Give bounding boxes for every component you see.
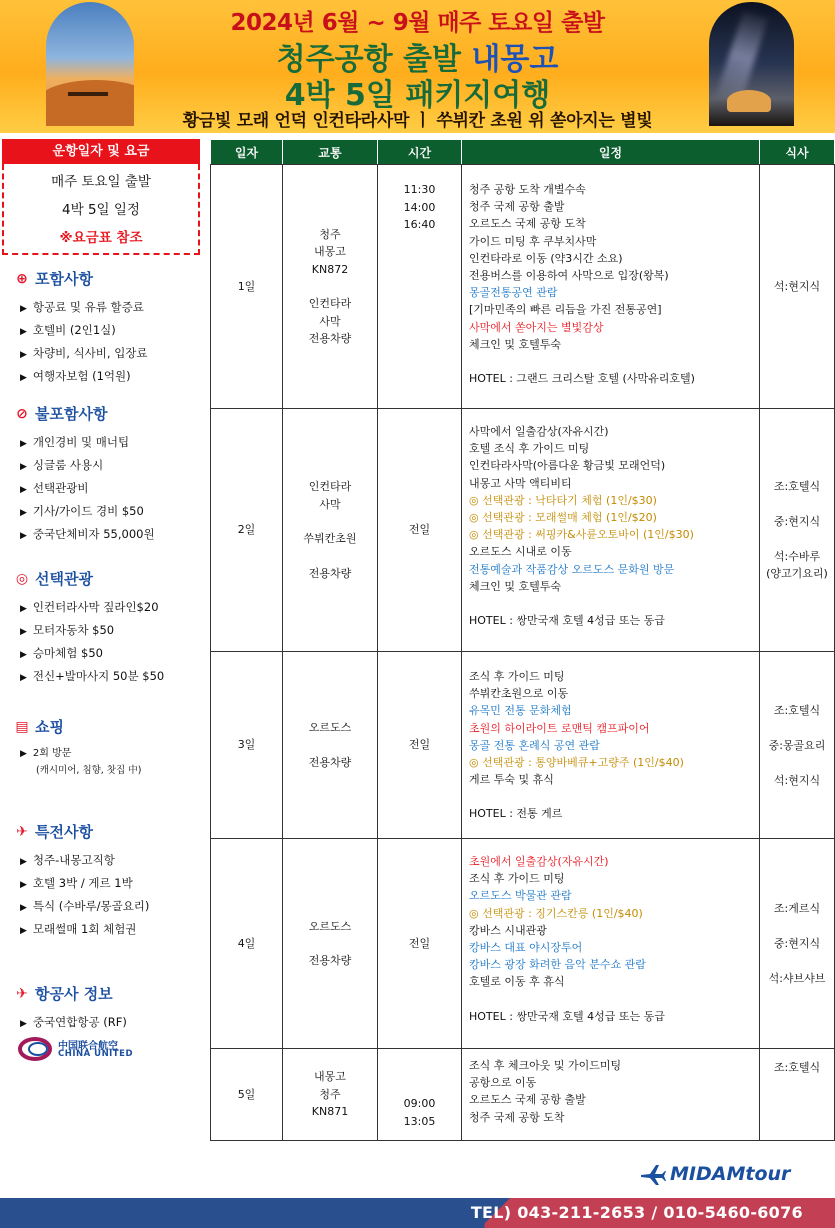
schedule-line: HOTEL : 쌍만국재 호텔 4성급 또는 동급 [469, 614, 665, 628]
list-item: ▶ 모터자동차 $50 [14, 620, 204, 643]
schedule-line: 사막에서 쏟아지는 별빛감상 [469, 320, 604, 334]
schedule-line: 초원에서 일출감상(자유시간) [469, 855, 609, 868]
table-row [211, 409, 835, 652]
excluded-title: 불포함사항 [35, 405, 108, 423]
schedule-line: 쑤뷔칸초원으로 이동 [469, 687, 569, 701]
shopping-note: (캐시미어, 침향, 찻집 中) [36, 765, 142, 776]
list-item: ▶ 승마체험 $50 [14, 643, 204, 666]
plus-circle-icon: ⊕ [16, 270, 28, 287]
airplane-icon [640, 1163, 666, 1185]
optional-tour-section [14, 568, 204, 689]
column-header: 일정 [462, 140, 760, 165]
banner-duration-line: 4박 5일 패키지여행 [284, 78, 551, 113]
airline-section [14, 983, 204, 1035]
transport-cell [283, 1049, 378, 1141]
time-line: 09:00 [403, 1097, 436, 1110]
china-united-logo [18, 1036, 148, 1062]
schedule-line: ◎ 선택관광 : 징기스칸릉 (1인/$40) [469, 906, 643, 920]
list-item: ▶ 특식 (수바루/몽골요리) [14, 896, 204, 919]
schedule-box-line2: 4박 5일 일정 [62, 202, 140, 218]
table-row [211, 165, 835, 409]
logo-english-text: CHINA UNITED [58, 1049, 134, 1059]
list-item: ▶ 항공료 및 유류 할증료 [14, 297, 204, 320]
transport-line [283, 737, 377, 754]
list-item: ▶ 호텔 3박 / 게르 1박 [14, 873, 204, 896]
list-item: ▶ 중국연합항공 (RF) [14, 1012, 204, 1035]
included-section [14, 268, 204, 389]
time-line: 16:40 [403, 218, 436, 231]
target-icon: ◎ [15, 570, 29, 587]
schedule-line: 캉바스 대표 야시장투어 [469, 941, 583, 955]
meal-cell [760, 409, 835, 652]
meal-line: (양고기요리) [766, 567, 828, 580]
transport-line: 청주 [319, 227, 341, 241]
schedule-line: 오르도스 시내로 이동 [469, 545, 572, 559]
banner-date-line: 2024년 6월 ~ 9월 매주 토요일 출발 [230, 10, 605, 36]
pin-icon: ✈ [16, 823, 28, 840]
schedule-line: 캉바스 광장 화려한 음악 분수쇼 관람 [469, 958, 646, 972]
meal-cell [760, 165, 835, 409]
schedule-line: ◎ 선택관광 : 통양바베큐+고량주 (1인/$40) [469, 756, 684, 770]
schedule-line: 체크인 및 호텔투숙 [469, 579, 562, 593]
contact-phone: TEL) 043-211-2653 / 010-5460-6076 [470, 1203, 803, 1222]
transport-line: 인컨타라 [308, 480, 352, 493]
list-item: ▶ 선택관광비 [14, 478, 204, 501]
schedule-line: 인컨타라사막(아름다운 황금빛 모래언덕) [469, 459, 666, 473]
transport-cell [283, 839, 378, 1049]
schedule-line: 몽골전통공연 관람 [469, 286, 558, 300]
table-row [211, 1049, 835, 1141]
schedule-line: 유목민 전통 문화체험 [469, 704, 572, 718]
table-row [211, 652, 835, 839]
transport-line: 사막 [319, 497, 341, 511]
schedule-line: 호텔로 이동 후 휴식 [469, 975, 565, 989]
transport-line [283, 548, 377, 565]
time-line: 전일 [408, 936, 431, 950]
schedule-line: ◎ 선택관광 : 모래썰매 체험 (1인/$20) [469, 511, 657, 525]
column-header: 식사 [760, 140, 835, 165]
schedule-line: [기마민족의 빠른 리듬을 가진 전통공연] [469, 303, 662, 317]
benefits-section [14, 821, 204, 942]
time-cell [378, 839, 462, 1049]
list-item: ▶ 중국단체비자 55,000원 [14, 524, 204, 547]
list-item: ▶ 기사/가이드 경비 $50 [14, 501, 204, 524]
schedule-line: 청주 공항 도착 개별수속 [469, 183, 586, 196]
optional-title: 선택관광 [35, 570, 93, 588]
transport-line [283, 513, 377, 530]
midamtour-logo [640, 1163, 790, 1185]
shopping-title: 쇼핑 [35, 718, 64, 736]
transport-line: 청주 [319, 1087, 341, 1101]
day-cell: 4일 [211, 839, 283, 1049]
schedule-line [469, 991, 759, 1008]
time-line: 13:05 [403, 1114, 436, 1128]
schedule-cell [462, 409, 760, 652]
shopping-cart-icon: ▤ [15, 718, 29, 735]
day-cell: 5일 [211, 1049, 283, 1141]
schedule-line: 내몽고 사막 액티비티 [469, 476, 572, 490]
list-item: ▶ 여행자보험 (1억원) [14, 366, 204, 389]
schedule-line: 청주 국제 공항 출발 [469, 200, 565, 214]
meal-line: 중:몽골요리 [768, 738, 826, 752]
column-header: 시간 [378, 140, 462, 165]
schedule-line: 체크인 및 호텔투숙 [469, 337, 562, 351]
schedule-line: 공항으로 이동 [469, 1076, 537, 1090]
day-cell: 1일 [211, 165, 283, 409]
time-cell [378, 652, 462, 839]
schedule-line: 캉바스 시내관광 [469, 923, 547, 937]
list-item: ▶ 개인경비 및 매너팁 [14, 432, 204, 455]
transport-line: 전용차량 [308, 755, 352, 769]
header-banner [0, 0, 835, 133]
meal-cell [760, 1049, 835, 1141]
meal-line: 조:호텔식 [773, 480, 821, 493]
transport-line: KN871 [311, 1105, 349, 1119]
meal-line: 조:게르식 [773, 902, 821, 915]
schedule-line: 게르 투숙 및 휴식 [469, 773, 554, 787]
schedule-box-line3: ※요금표 참조 [59, 230, 143, 246]
schedule-line: 오르도스 국제 공항 도착 [469, 217, 586, 231]
meal-line: 석:현지식 [773, 773, 821, 787]
schedule-cell [462, 839, 760, 1049]
transport-cell [283, 652, 378, 839]
schedule-line: 인컨타라로 이동 (약3시간 소요) [469, 251, 623, 265]
schedule-line: ◎ 선택관광 : 써핑카&사륜오토바이 (1인/$30) [469, 528, 694, 542]
meal-line: 조:호텔식 [773, 1061, 821, 1074]
table-row [211, 839, 835, 1049]
schedule-line: 청주 국제 공항 도착 [469, 1110, 565, 1124]
meal-cell [760, 839, 835, 1049]
schedule-cell [462, 652, 760, 839]
time-cell [378, 165, 462, 409]
time-line: 11:30 [403, 183, 436, 196]
schedule-line: 호텔 조식 후 가이드 미팅 [469, 442, 590, 456]
shopping-section [14, 716, 204, 779]
schedule-line: 조식 후 체크아웃 및 가이드미팅 [469, 1059, 622, 1072]
schedule-line: HOTEL : 전통 게르 [469, 807, 563, 821]
transport-line: 내몽고 [314, 245, 346, 258]
list-item: ▶ 전신+발마사지 50분 $50 [14, 666, 204, 689]
meal-line: 석:샤브샤브 [768, 972, 826, 985]
schedule-line: 조식 후 가이드 미팅 [469, 670, 565, 683]
schedule-box [2, 164, 200, 255]
excluded-section [14, 403, 204, 547]
list-item: ▶ 인컨터라사막 짚라인$20 [14, 597, 204, 620]
schedule-line [469, 595, 759, 612]
list-item: ▶ 청주-내몽고직항 [14, 850, 204, 873]
logo-chinese-text: 中国联合航空 [58, 1041, 118, 1052]
time-line: 전일 [408, 738, 431, 752]
table-header-row [211, 140, 835, 165]
time-cell [378, 409, 462, 652]
benefits-title: 특전사항 [35, 823, 93, 841]
schedule-line: ◎ 선택관광 : 낙타타기 체험 (1인/$30) [469, 493, 657, 507]
schedule-line: 몽골 전통 혼례식 공연 관람 [469, 738, 600, 752]
transport-line: 인컨타라 [308, 297, 352, 310]
schedule-line: 오르도스 국제 공항 출발 [469, 1093, 586, 1107]
schedule-box-header: 운항일자 및 요금 [2, 139, 200, 164]
schedule-cell [462, 165, 760, 409]
included-title: 포함사항 [35, 270, 93, 288]
transport-cell [283, 165, 378, 409]
transport-line: 쑤뷔칸초원 [303, 532, 357, 545]
transport-line: 사막 [319, 314, 341, 328]
schedule-line [469, 788, 759, 805]
schedule-line [469, 353, 759, 370]
transport-line: KN872 [311, 262, 349, 276]
column-header: 일자 [211, 140, 283, 165]
transport-line: 오르도스 [308, 721, 352, 734]
transport-cell [283, 409, 378, 652]
schedule-line: 오르도스 박물관 관람 [469, 889, 572, 903]
schedule-box-line1: 매주 토요일 출발 [51, 174, 151, 190]
airplane-icon: ✈ [16, 985, 28, 1002]
schedule-line: 초원의 하이라이트 로맨틱 캠프파이어 [469, 721, 650, 735]
transport-line: 전용차량 [308, 332, 352, 345]
prohibited-icon: ⊘ [16, 405, 28, 422]
time-line: 14:00 [403, 200, 436, 214]
meal-line: 중:현지식 [773, 937, 821, 950]
schedule-cell [462, 1049, 760, 1141]
day-cell: 3일 [211, 652, 283, 839]
transport-line: 전용차량 [308, 566, 352, 580]
list-item: ▶ 차량비, 식사비, 입장료 [14, 343, 204, 366]
banner-tagline: 황금빛 모래 언덕 인컨타라사막 ㅣ 쑤뷔칸 초원 위 쏟아지는 별빛 [182, 111, 653, 131]
schedule-line: 전용버스를 이용하여 사막으로 입장(왕복) [469, 269, 669, 283]
airline-title: 항공사 정보 [35, 985, 113, 1003]
schedule-line: HOTEL : 그랜드 크리스탈 호텔 (사막유리호텔) [469, 372, 695, 386]
column-header: 교통 [283, 140, 378, 165]
transport-line [283, 935, 377, 952]
transport-line: 전용차량 [308, 954, 352, 967]
meal-line: 석:현지식 [773, 280, 821, 293]
time-cell [378, 1049, 462, 1141]
meal-cell [760, 652, 835, 839]
list-item: ▶ 2회 방문 [14, 745, 204, 763]
schedule-line: 사막에서 일출감상(자유시간) [469, 425, 609, 438]
brand-name: MIDAMtour [670, 1163, 791, 1185]
schedule-line: 조식 후 가이드 미팅 [469, 872, 565, 886]
transport-line: 오르도스 [308, 919, 352, 933]
day-cell: 2일 [211, 409, 283, 652]
list-item: ▶ 호텔비 (2인1실) [14, 320, 204, 343]
schedule-line: HOTEL : 쌍만국재 호텔 4성급 또는 동급 [469, 1009, 665, 1023]
itinerary-table [210, 139, 835, 1141]
meal-line: 중:현지식 [773, 515, 821, 528]
time-line: 전일 [408, 523, 431, 537]
schedule-line: 전통예술과 작품감상 오르도스 문화원 방문 [469, 562, 675, 576]
transport-line: 내몽고 [314, 1070, 346, 1084]
transport-line [283, 278, 377, 295]
list-item: ▶ 싱글룸 사용시 [14, 455, 204, 478]
banner-title-line: 청주공항 출발 내몽고 [276, 42, 559, 77]
schedule-line: 가이드 미팅 후 쿠부치사막 [469, 234, 597, 248]
meal-line: 석:수바루 [773, 550, 821, 563]
list-item: ▶ 모래썰매 1회 체험권 [14, 919, 204, 942]
meal-line: 조:호텔식 [773, 703, 821, 717]
